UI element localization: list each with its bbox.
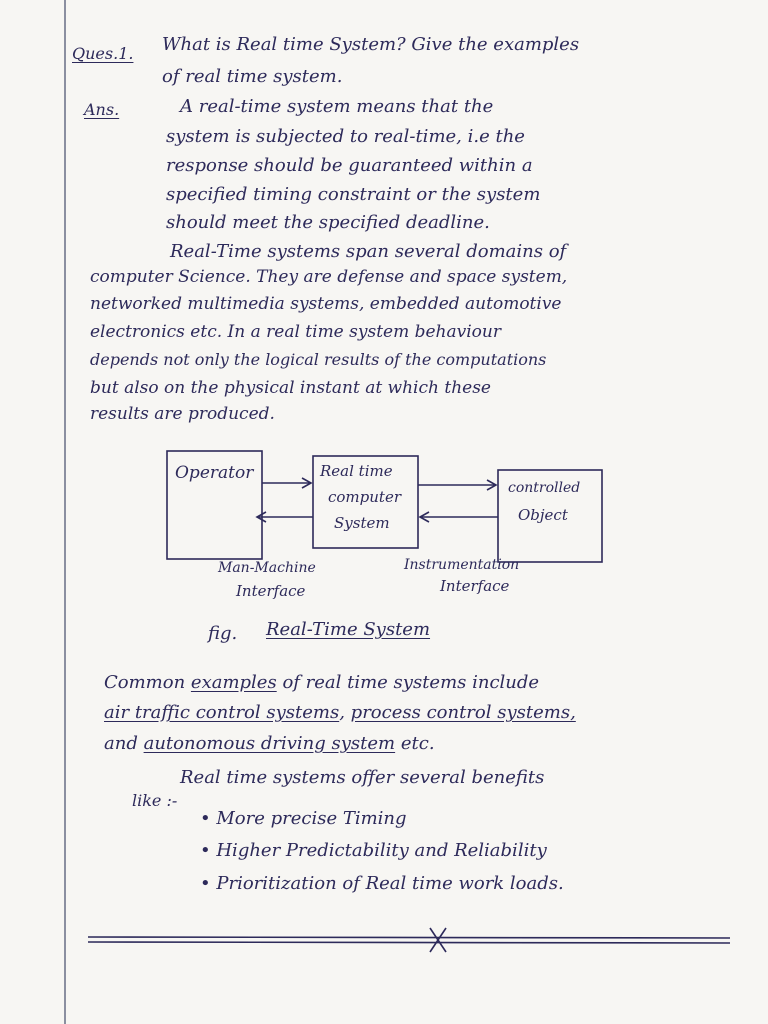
para2-line-4: electronics etc. In a real time system behaviour [90, 322, 501, 342]
benefit-item-1-text: More precise Timing [216, 808, 407, 829]
para2-line-7: results are produced. [90, 404, 275, 424]
man-machine-interface-1: Man-Machine [218, 560, 316, 576]
answer-line-4: specified timing constraint or the system [166, 184, 541, 205]
benefit-item-3-text: Prioritization of Real time work loads. [216, 873, 564, 894]
answer-line-3: response should be guaranteed within a [166, 155, 533, 176]
examples-line-1-rest: of real time systems include [282, 672, 540, 693]
question-label: Ques.1. [72, 44, 134, 63]
example-process-control: process control systems, [350, 702, 576, 723]
examples-comma: , [339, 702, 345, 723]
para2-line-2: computer Science. They are defense and space system, [90, 267, 568, 287]
examples-line-3 [104, 733, 435, 754]
answer-line-1: A real-time system means that the [180, 96, 494, 117]
examples-word-common: Common [104, 672, 186, 693]
figure-caption-title: Real-Time System [266, 619, 431, 640]
benefit-item-3 [200, 873, 564, 894]
example-autonomous-driving: autonomous driving system [143, 733, 396, 754]
rt-system-label-3: System [334, 514, 390, 532]
examples-word-etc: etc. [400, 733, 435, 754]
examples-line-1 [104, 672, 539, 693]
para2-line-6: but also on the physical instant at which these [90, 378, 491, 398]
answer-label: Ans. [84, 100, 120, 119]
operator-label: Operator [175, 463, 254, 483]
para2-line-3: networked multimedia systems, embedded automotive [90, 294, 562, 314]
question-line-1: What is Real time System? Give the examples [162, 34, 580, 55]
instrumentation-interface-1: Instrumentation [404, 557, 520, 573]
para2-line-5: depends not only the logical results of the computations [90, 350, 547, 369]
example-air-traffic: air traffic control systems [104, 702, 340, 723]
answer-line-5: should meet the specified deadline. [166, 212, 490, 233]
examples-line-2 [104, 702, 576, 723]
figure-caption-prefix: fig. [208, 623, 238, 644]
benefit-item-2 [200, 840, 547, 861]
question-line-2: of real time system. [162, 66, 343, 87]
controlled-object-label-1: controlled [508, 480, 581, 496]
answer-line-2: system is subjected to real-time, i.e the [166, 126, 525, 147]
rt-system-label-1: Real time [320, 462, 393, 480]
bullet-icon: • [200, 840, 211, 861]
controlled-object-label-2: Object [518, 506, 568, 524]
benefits-intro-2: like :- [132, 791, 178, 810]
benefit-item-1 [200, 808, 407, 829]
rt-system-label-2: computer [328, 488, 401, 506]
examples-word-examples: examples [190, 672, 277, 693]
man-machine-interface-2: Interface [236, 582, 306, 600]
benefits-intro-1: Real time systems offer several benefits [180, 767, 545, 788]
examples-word-and: and [104, 733, 138, 754]
para2-line-1: Real-Time systems span several domains of [170, 241, 567, 262]
bullet-icon: • [200, 873, 211, 894]
bullet-icon: • [200, 808, 211, 829]
benefit-item-2-text: Higher Predictability and Reliability [216, 840, 547, 861]
instrumentation-interface-2: Interface [440, 577, 510, 595]
